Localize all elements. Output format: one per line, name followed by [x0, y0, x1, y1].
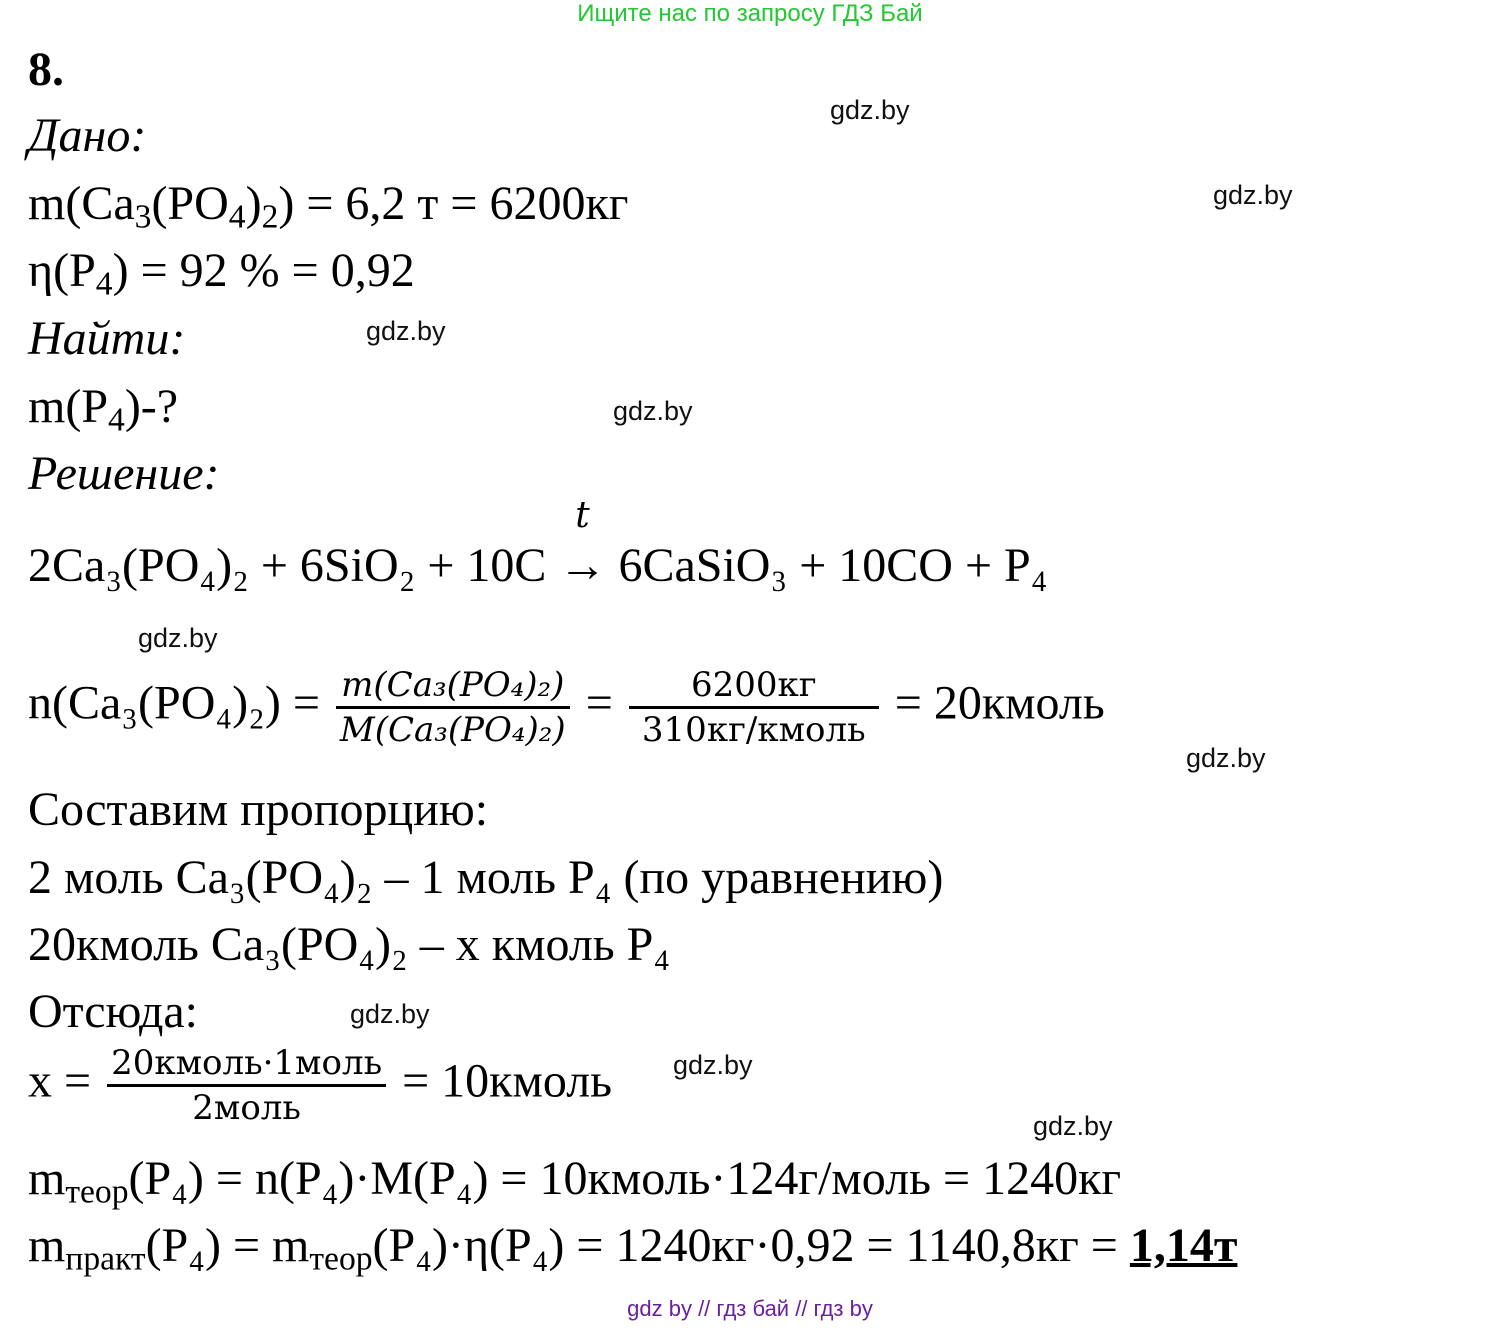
- watermark: gdz.by: [673, 1050, 753, 1080]
- given-heading: Дано:: [28, 109, 147, 162]
- find-heading: Найти:: [28, 312, 186, 365]
- proportion-line-1: 2 моль Ca₃(PO₄)₂ – 1 моль P₄ (по уравнению): [28, 851, 944, 904]
- hence-label: Отсюда:: [28, 985, 199, 1038]
- given-yield: $\eta(P_4) = 92$ % = 0,92: [28, 244, 415, 303]
- given-mass: $m(Ca_3(PO_4)_2) = 6,2$ т = 6200кг: [28, 177, 629, 236]
- watermark: gdz.by: [1033, 1111, 1113, 1141]
- x-calc: x = $\frac{\text{20кмоль·1моль}}{\text{2моль}}$ = 10кмоль: [28, 1043, 613, 1128]
- moles-calc: n(Ca₃(PO₄)₂) = $\frac{\text{m(Ca₃(PO₄)₂)}}{\text{M(Ca₃(PO₄)₂)}}$ = $\frac{6200кг}{\text{310кг/кмоль}}$ = 20кмоль: [28, 665, 1105, 750]
- find-target: $m(P_4)-$?: [28, 380, 179, 439]
- watermark: gdz.by: [1186, 743, 1266, 773]
- reaction-equation: 2Ca₃(PO₄)₂ + 6SiO₂ + 10C t → 6CaSiO₃ + 10CO + P₄: [28, 495, 1048, 592]
- bottom-banner: gdz by // гдз бай // гдз by: [627, 1296, 873, 1321]
- top-banner: Ищите нас по запросу ГДЗ Бай: [577, 0, 923, 27]
- watermark: gdz.by: [830, 95, 910, 125]
- m-practical: $m_{практ}(P_4) = m_{теор}(P_4)\cdot\eta(P_4) = 1240кг\cdot 0,92 = 1140,8кг = 1,14т$: [28, 1219, 1238, 1278]
- final-answer: 1,14т: [1129, 1219, 1238, 1272]
- watermark: gdz.by: [138, 623, 218, 653]
- watermark: gdz.by: [350, 999, 430, 1029]
- watermark: gdz.by: [1213, 180, 1293, 210]
- watermark: gdz.by: [613, 396, 693, 426]
- watermark: gdz.by: [366, 316, 446, 346]
- m-theoretical: $m_{теор}(P_4) = n(P_4)\cdot M(P_4)$ = 10кмоль·124г/моль = 1240кг: [28, 1152, 1122, 1211]
- solution-heading: Решение:: [28, 447, 220, 500]
- proportion-heading: Составим пропорцию:: [28, 783, 489, 836]
- problem-number: 8.: [28, 43, 64, 96]
- proportion-line-2: 20кмоль Ca₃(PO₄)₂ – x кмоль P₄: [28, 918, 671, 971]
